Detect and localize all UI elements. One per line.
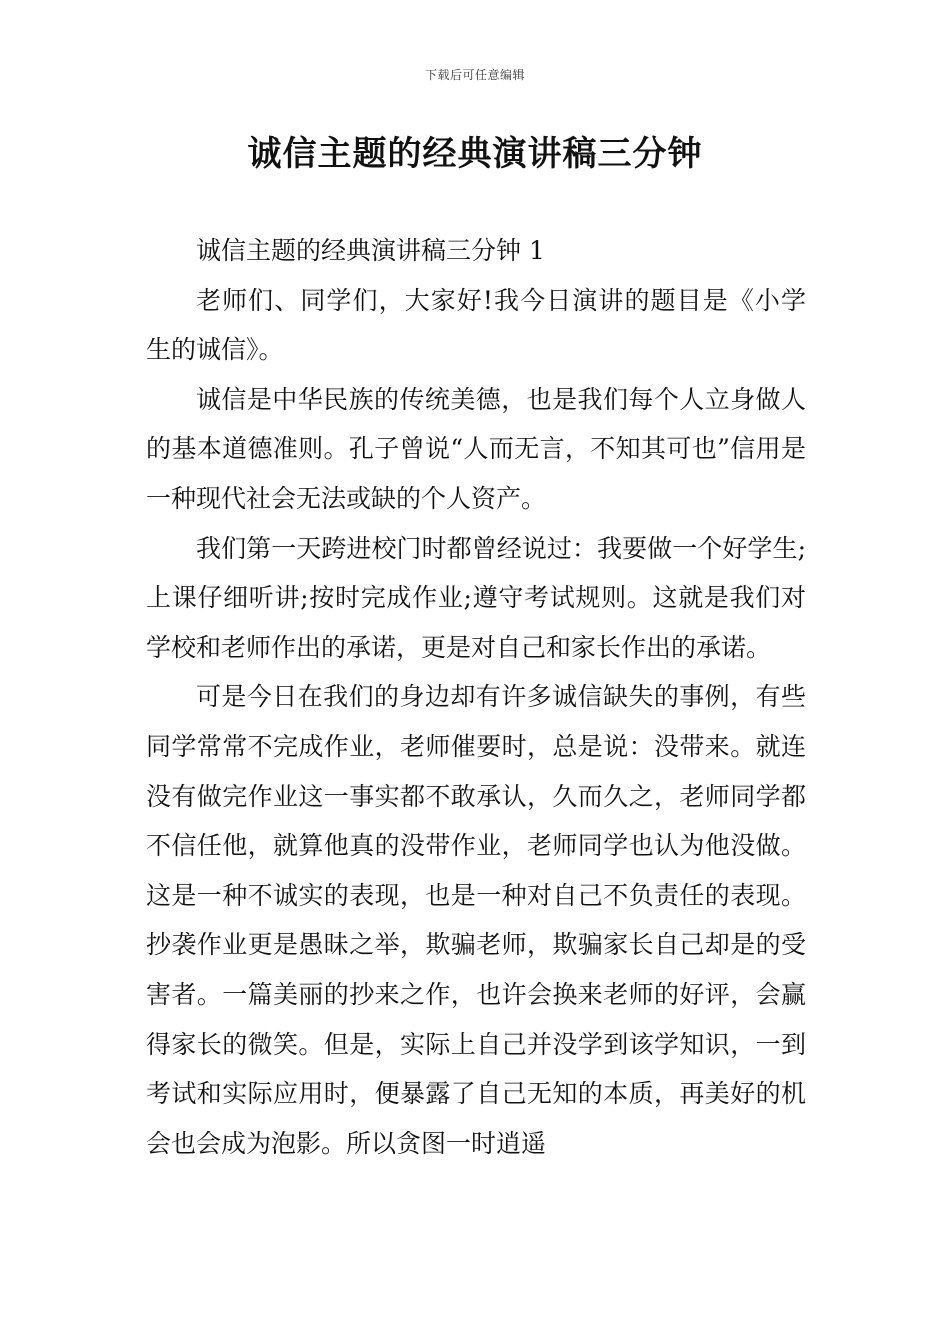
paragraph: 老师们、同学们，大家好!我今日演讲的题目是《小学生的诚信》。: [146, 285, 806, 365]
section-heading: 诚信主题的经典演讲稿三分钟 1: [196, 236, 545, 265]
paragraph: 我们第一天跨进校门时都曾经说过：我要做一个好学生;上课仔细听讲;按时完成作业;遵守考试规则。这就是我们对学校和老师作出的承诺，更是对自己和家长作出的承诺。: [146, 533, 806, 662]
paragraph: 诚信是中华民族的传统美德，也是我们每个人立身做人的基本道德准则。孔子曾说“人而无言，不知其可也”信用是一种现代社会无法或缺的个人资产。: [146, 384, 806, 513]
paragraph: 可是今日在我们的身边却有许多诚信缺失的事例，有些同学常常不完成作业，老师催要时，总是说：没带来。就连没有做完作业这一事实都不敢承认，久而久之，老师同学都不信任他，就算他真的没带作业，老师同学也认为他没做。这是一种不诚实的表现，也是一种对自己不负责任的表现。抄袭作业更是愚昧之举，欺骗老师，欺骗家长自己却是的受害者。一篇美丽的抄来之作，也许会换来老师的好评，会赢得家长的微笑。但是，实际上自己并没学到该学知识，一到考试和实际应用时，便暴露了自己无知的本质，再美好的机会也会成为泡影。所以贪图一时逍遥: [146, 682, 806, 1158]
document-title: 诚信主题的经典演讲稿三分钟: [247, 134, 703, 174]
header-note: 下载后可任意编辑: [424, 68, 525, 82]
document-body: [146, 226, 806, 1168]
